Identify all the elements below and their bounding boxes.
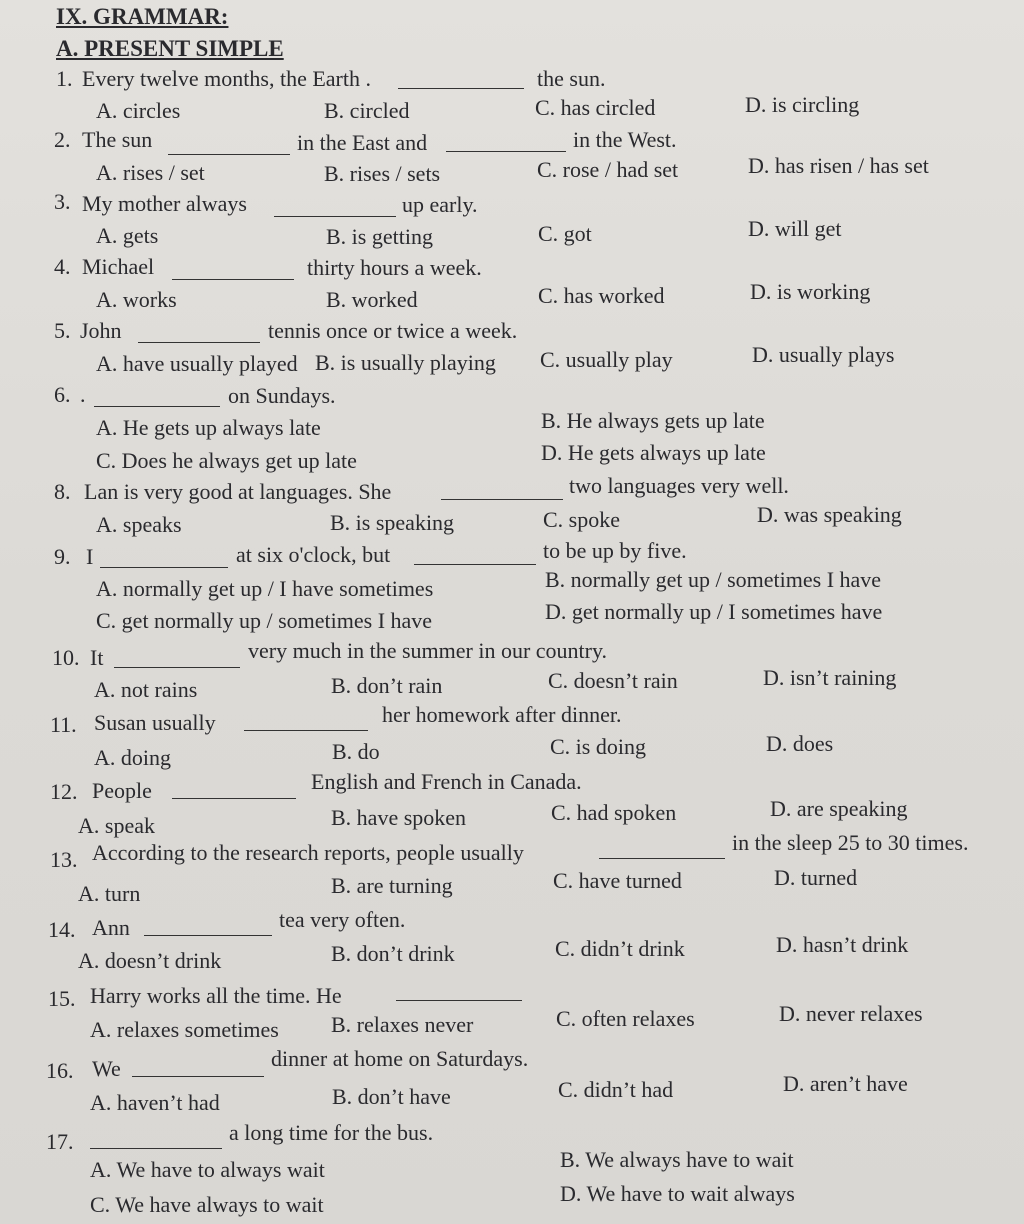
option-b[interactable]: B. normally get up / sometimes I have bbox=[545, 567, 882, 592]
option-c[interactable]: C. has circled bbox=[535, 95, 656, 120]
option-d[interactable]: D. hasn’t drink bbox=[776, 932, 909, 957]
answer-blank[interactable] bbox=[396, 1000, 522, 1001]
answer-blank[interactable] bbox=[414, 564, 536, 565]
question-text: Lan is very good at languages. She bbox=[84, 479, 392, 504]
subsection-title: A. PRESENT SIMPLE bbox=[56, 36, 284, 61]
option-d[interactable]: D. are speaking bbox=[770, 796, 908, 821]
option-b[interactable]: B. do bbox=[332, 739, 380, 764]
option-b[interactable]: B. relaxes never bbox=[331, 1012, 474, 1037]
answer-blank[interactable] bbox=[599, 858, 725, 859]
question-number: 12. bbox=[50, 779, 78, 804]
option-c[interactable]: C. often relaxes bbox=[556, 1006, 695, 1031]
answer-blank[interactable] bbox=[244, 730, 368, 731]
option-c[interactable]: C. have turned bbox=[553, 868, 682, 893]
option-c[interactable]: C. doesn’t rain bbox=[548, 668, 678, 693]
question-text: very much in the summer in our country. bbox=[248, 638, 608, 663]
option-a[interactable]: A. haven’t had bbox=[90, 1090, 220, 1115]
question-number: 15. bbox=[48, 986, 76, 1011]
option-a[interactable]: A. We have to always wait bbox=[90, 1157, 325, 1182]
option-b[interactable]: B. rises / sets bbox=[324, 161, 441, 186]
question-text: in the East and bbox=[297, 130, 428, 155]
option-b[interactable]: B. are turning bbox=[331, 873, 453, 898]
answer-blank[interactable] bbox=[138, 342, 260, 343]
question-number: 9. bbox=[54, 544, 71, 569]
option-d[interactable]: D. does bbox=[766, 731, 834, 756]
question-text: to be up by five. bbox=[543, 538, 687, 563]
answer-blank[interactable] bbox=[398, 88, 524, 89]
option-a[interactable]: A. not rains bbox=[94, 677, 198, 702]
option-a[interactable]: A. relaxes sometimes bbox=[90, 1017, 279, 1042]
option-c[interactable]: C. usually play bbox=[540, 347, 673, 372]
option-d[interactable]: D. get normally up / I sometimes have bbox=[545, 599, 883, 624]
option-d[interactable]: D. was speaking bbox=[757, 502, 902, 527]
question-text: the sun. bbox=[537, 66, 606, 91]
option-a[interactable]: A. He gets up always late bbox=[96, 415, 321, 440]
answer-blank[interactable] bbox=[446, 151, 566, 152]
question-text: The sun bbox=[82, 127, 153, 152]
option-b[interactable]: B. worked bbox=[326, 287, 418, 312]
answer-blank[interactable] bbox=[274, 216, 396, 217]
option-d[interactable]: D. is working bbox=[750, 279, 871, 304]
option-d[interactable]: D. We have to wait always bbox=[560, 1181, 795, 1206]
question-text: dinner at home on Saturdays. bbox=[271, 1046, 529, 1071]
option-b[interactable]: B. He always gets up late bbox=[541, 408, 765, 433]
question-text: in the West. bbox=[573, 127, 677, 152]
option-a[interactable]: A. have usually played bbox=[96, 351, 298, 376]
option-c[interactable]: C. We have always to wait bbox=[90, 1192, 324, 1217]
answer-blank[interactable] bbox=[172, 279, 294, 280]
option-c[interactable]: C. has worked bbox=[538, 283, 665, 308]
question-text: It bbox=[90, 645, 104, 670]
option-a[interactable]: A. normally get up / I have sometimes bbox=[96, 576, 434, 601]
option-b[interactable]: B. don’t drink bbox=[331, 941, 455, 966]
answer-blank[interactable] bbox=[94, 406, 220, 407]
option-a[interactable]: A. works bbox=[96, 287, 177, 312]
question-text: at six o'clock, but bbox=[236, 542, 391, 567]
question-number: 16. bbox=[46, 1058, 74, 1083]
answer-blank[interactable] bbox=[90, 1148, 222, 1149]
option-a[interactable]: A. speaks bbox=[96, 512, 182, 537]
option-c[interactable]: C. Does he always get up late bbox=[96, 448, 357, 473]
option-a[interactable]: A. gets bbox=[96, 223, 159, 248]
question-text: I bbox=[86, 544, 94, 569]
option-d[interactable]: D. never relaxes bbox=[779, 1001, 923, 1026]
question-number: 11. bbox=[50, 712, 77, 737]
option-c[interactable]: C. spoke bbox=[543, 507, 620, 532]
answer-blank[interactable] bbox=[144, 935, 272, 936]
answer-blank[interactable] bbox=[441, 499, 563, 500]
answer-blank[interactable] bbox=[168, 154, 290, 155]
question-number: 1. bbox=[56, 66, 73, 91]
question-text: John bbox=[80, 318, 122, 343]
answer-blank[interactable] bbox=[100, 567, 228, 568]
option-d[interactable]: D. turned bbox=[774, 865, 858, 890]
option-a[interactable]: A. doesn’t drink bbox=[78, 948, 222, 973]
question-number: 14. bbox=[48, 917, 76, 942]
question-text: Susan usually bbox=[94, 710, 216, 735]
question-text: a long time for the bus. bbox=[229, 1120, 434, 1145]
option-d[interactable]: D. aren’t have bbox=[783, 1071, 908, 1096]
question-text: . bbox=[80, 382, 86, 407]
answer-blank[interactable] bbox=[172, 798, 296, 799]
option-c[interactable]: C. rose / had set bbox=[537, 157, 679, 182]
option-c[interactable]: C. didn’t drink bbox=[555, 936, 685, 961]
option-a[interactable]: A. turn bbox=[78, 881, 141, 906]
question-text: Ann bbox=[92, 915, 130, 940]
question-number: 4. bbox=[54, 254, 71, 279]
option-d[interactable]: D. He gets always up late bbox=[541, 440, 766, 465]
question-number: 8. bbox=[54, 479, 71, 504]
option-c[interactable]: C. is doing bbox=[550, 734, 646, 759]
question-text: We bbox=[92, 1056, 121, 1081]
option-d[interactable]: D. has risen / has set bbox=[748, 153, 929, 178]
option-c[interactable]: C. get normally up / sometimes I have bbox=[96, 608, 433, 633]
question-text: According to the research reports, people usually bbox=[92, 840, 524, 865]
question-number: 3. bbox=[54, 189, 71, 214]
question-text: two languages very well. bbox=[569, 473, 789, 498]
question-text: on Sundays. bbox=[228, 383, 336, 408]
option-a[interactable]: A. circles bbox=[96, 98, 181, 123]
option-a[interactable]: A. doing bbox=[94, 745, 171, 770]
answer-blank[interactable] bbox=[114, 667, 240, 668]
option-b[interactable]: B. We always have to wait bbox=[560, 1147, 794, 1172]
question-number: 10. bbox=[52, 645, 80, 670]
option-d[interactable]: D. isn’t raining bbox=[763, 665, 897, 690]
option-a[interactable]: A. speak bbox=[78, 813, 155, 838]
question-text: up early. bbox=[402, 192, 478, 217]
question-number: 2. bbox=[54, 127, 71, 152]
option-c[interactable]: C. didn’t had bbox=[558, 1077, 674, 1102]
question-text: My mother always bbox=[82, 191, 247, 216]
question-number: 6. bbox=[54, 382, 71, 407]
option-b[interactable]: B. is getting bbox=[326, 224, 433, 249]
option-b[interactable]: B. don’t have bbox=[332, 1084, 451, 1109]
option-d[interactable]: D. is circling bbox=[745, 92, 860, 117]
option-b[interactable]: B. is usually playing bbox=[315, 350, 496, 375]
question-text: English and French in Canada. bbox=[311, 769, 582, 794]
question-number: 5. bbox=[54, 318, 71, 343]
question-text: Michael bbox=[82, 254, 155, 279]
option-b[interactable]: B. circled bbox=[324, 98, 410, 123]
answer-blank[interactable] bbox=[132, 1076, 264, 1077]
question-text: her homework after dinner. bbox=[382, 702, 622, 727]
question-text: Harry works all the time. He bbox=[90, 983, 342, 1008]
question-text: Every twelve months, the Earth . bbox=[82, 66, 371, 91]
question-number: 13. bbox=[50, 847, 78, 872]
question-text: thirty hours a week. bbox=[307, 255, 482, 280]
option-b[interactable]: B. don’t rain bbox=[331, 673, 443, 698]
question-text: in the sleep 25 to 30 times. bbox=[732, 830, 969, 855]
option-c[interactable]: C. got bbox=[538, 221, 592, 246]
option-d[interactable]: D. usually plays bbox=[752, 342, 895, 367]
question-text: tennis once or twice a week. bbox=[268, 318, 518, 343]
option-c[interactable]: C. had spoken bbox=[551, 800, 677, 825]
section-title: IX. GRAMMAR: bbox=[56, 4, 229, 29]
option-b[interactable]: B. is speaking bbox=[330, 510, 455, 535]
question-number: 17. bbox=[46, 1129, 74, 1154]
question-text: tea very often. bbox=[279, 907, 406, 932]
option-a[interactable]: A. rises / set bbox=[96, 160, 205, 185]
option-b[interactable]: B. have spoken bbox=[331, 805, 467, 830]
question-text: People bbox=[92, 778, 152, 803]
option-d[interactable]: D. will get bbox=[748, 216, 842, 241]
